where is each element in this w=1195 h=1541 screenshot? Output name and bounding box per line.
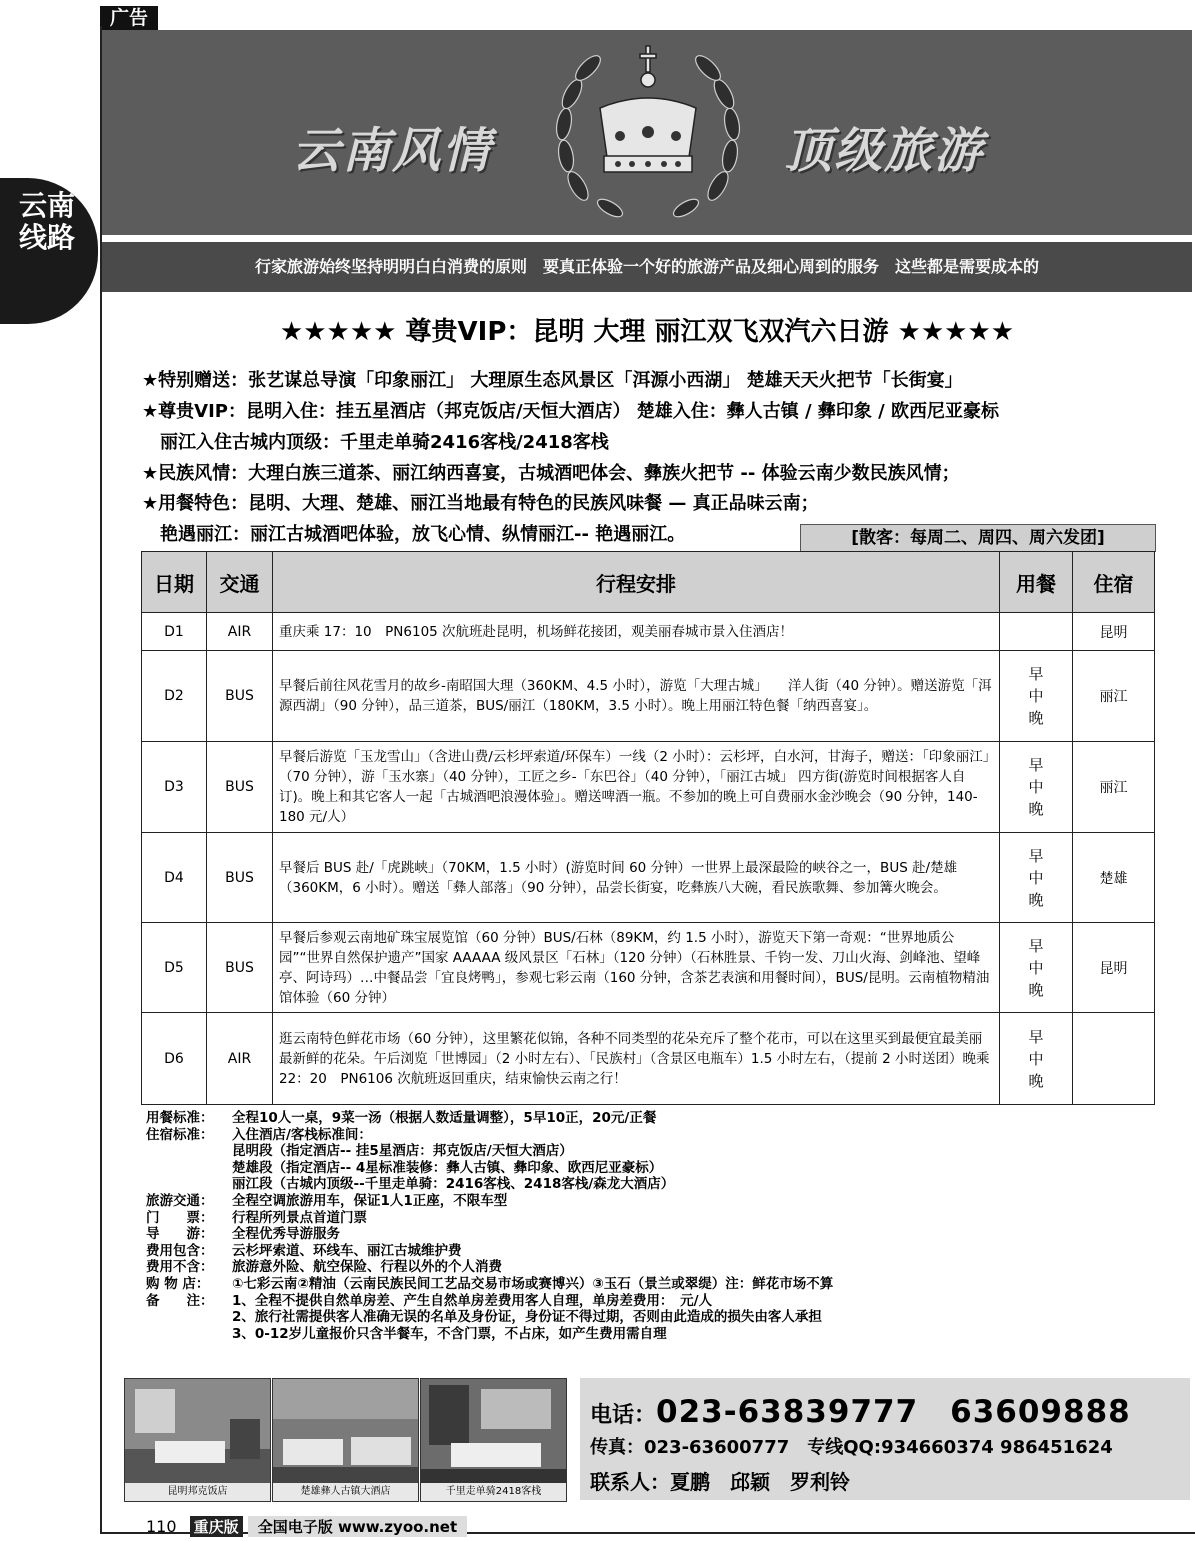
phone-number[interactable]: 023-63839777 63609888 — [656, 1394, 1131, 1430]
table-row — [142, 1013, 1155, 1105]
table-header-row — [142, 552, 1155, 613]
phone-line: 电话：023-63839777 63609888 — [590, 1394, 1131, 1430]
day-cell: D5 — [142, 923, 207, 1013]
highlight-ethnic: ★民族风情：大理白族三道茶、丽江纳西喜宴，古城酒吧体会、彝族火把节 -- 体验云南少数民族风情； — [142, 463, 960, 484]
transport-cell: AIR — [207, 613, 273, 651]
table-row — [142, 923, 1155, 1013]
meals-cell — [1000, 613, 1073, 651]
meals-cell: 早 中 晚 — [1000, 651, 1073, 742]
note-lodging-chuxiong: 楚雄段（指定酒店-- 4星标准装修：彝人古镇、彝印象、欧西尼亚豪标） — [232, 1159, 663, 1176]
note-remark-1: 备 注： 1、全程不提供自然单房差、产生自然单房差费用客人自理，单房差费用： 元/人 — [146, 1292, 713, 1309]
schedule-cell: 早餐后参观云南地矿珠宝展览馆（60 分钟）BUS/石林（89KM，约 1.5 小时），游览天下第一奇观：“世界地质公园”“世界自然保护遗产”国家 AAAAA 级风景区「石林」（120 分钟）（石林胜景、千钧一发、刀山火海、剑峰池、望峰亭、阿诗玛）…中餐品尝「宜良烤鸭」，参观七彩云南（160 分钟，含茶艺表演和用餐时间），BUS/昆明。云南植物精油馆体验（60 分钟） — [273, 923, 1000, 1013]
photo-caption: 昆明邦克饭店 — [125, 1483, 270, 1501]
table-row — [142, 742, 1155, 833]
table-row — [142, 833, 1155, 923]
note-lodging-lijiang: 丽江段（古城内顶级--千里走单骑：2416客栈、2418客栈/森龙大酒店） — [232, 1176, 675, 1193]
highlight-gift: ★特别赠送：张艺谋总导演「印象丽江」 大理原生态风景区「洱源小西湖」 楚雄天天火把节「长街宴」 — [142, 370, 963, 391]
banner-left-text: 云南风情 — [292, 123, 493, 179]
fax-number: 023-63600777 — [644, 1437, 790, 1458]
transport-cell: BUS — [207, 923, 273, 1013]
note-lodging-standard: 住宿标准： 入住酒店/客栈标准间： — [146, 1126, 372, 1143]
header-stay: 住宿 — [1073, 552, 1155, 613]
note-transport: 旅游交通： 全程空调旅游用车，保证1人1正座，不限车型 — [146, 1192, 508, 1209]
note-lodging-kunming: 昆明段（指定酒店-- 挂5星酒店：邦克饭店/天恒大酒店） — [232, 1143, 573, 1160]
note-included: 费用包含： 云杉坪索道、环线车、丽江古城维护费 — [146, 1242, 462, 1259]
slogan-bar: 行家旅游始终坚持明明白白消费的原则 要真正体验一个好的旅游产品及细心周到的服务 这些都是需要成本的 — [102, 242, 1192, 292]
note-shopping: 购 物 店： ①七彩云南②精油（云南民族民间工艺品交易市场或赛博兴）③玉石（景兰或翠缇）注：鲜花市场不算 — [146, 1275, 834, 1292]
day-cell: D4 — [142, 833, 207, 923]
transport-cell: BUS — [207, 651, 273, 742]
table-row — [142, 613, 1155, 651]
day-cell: D3 — [142, 742, 207, 833]
banner-right-text: 顶级旅游 — [784, 123, 985, 179]
terms-notes — [146, 1110, 1146, 1342]
site-banner: 全国电子版 www.zyoo.net — [248, 1516, 467, 1537]
highlight-vip: ★尊贵VIP：昆明入住：挂五星酒店（邦克饭店/天恒大酒店） 楚雄入住：彝人古镇 / 彝印象 / 欧西尼亚豪标 — [142, 401, 1000, 422]
note-remark-3: 3、0-12岁儿童报价只含半餐车，不含门票，不占床，如产生费用需自理 — [232, 1325, 667, 1342]
contact-panel — [580, 1378, 1190, 1500]
highlight-vip-lijiang: 丽江入住古城内顶级：千里走单骑2416客栈/2418客栈 — [142, 432, 609, 453]
page-number: 110 — [146, 1517, 177, 1536]
edition-badge: 重庆版 — [190, 1516, 243, 1537]
crown-laurel-icon — [548, 36, 748, 228]
fax-qq-line: 传真：023-63600777 专线QQ:934660374 986451624 — [590, 1437, 1113, 1458]
meals-cell: 早 中 晚 — [1000, 833, 1073, 923]
stay-cell: 昆明 — [1073, 923, 1155, 1013]
note-excluded: 费用不含： 旅游意外险、航空保险、行程以外的个人消费 — [146, 1259, 502, 1276]
day-cell: D6 — [142, 1013, 207, 1105]
contact-people-line: 联系人：夏鹏 邱颖 罗利铃 — [590, 1470, 850, 1494]
hotel-photo-kunming — [124, 1378, 271, 1502]
hotel-photos — [124, 1378, 566, 1500]
contact-people: 夏鹏 邱颖 罗利铃 — [670, 1470, 850, 1494]
site-url[interactable]: www.zyoo.net — [338, 1518, 458, 1536]
stay-cell: 昆明 — [1073, 613, 1155, 651]
hotel-photo-chuxiong — [272, 1378, 419, 1502]
stay-cell: 楚雄 — [1073, 833, 1155, 923]
note-guide: 导 游： 全程优秀导游服务 — [146, 1226, 340, 1243]
schedule-cell: 重庆乘 17：10 PN6105 次航班赴昆明，机场鲜花接团，观美丽春城市景入住酒店！ — [273, 613, 1000, 651]
note-meal-standard: 用餐标准： 全程10人一桌，9菜一汤（根据人数适量调整），5早10正，20元/正餐 — [146, 1110, 657, 1126]
highlight-lijiang-bar: 艳遇丽江：丽江古城酒吧体验，放飞心情、纵情丽江-- 艳遇丽江。 — [142, 524, 686, 545]
hotel-photo-lijiang — [420, 1378, 567, 1502]
stay-cell — [1073, 1013, 1155, 1105]
highlight-dining: ★用餐特色：昆明、大理、楚雄、丽江当地最有特色的民族风味餐 — 真正品味云南； — [142, 493, 819, 514]
header-transport: 交通 — [207, 552, 273, 613]
schedule-cell: 早餐后前往风花雪月的故乡-南昭国大理（360KM、4.5 小时），游览「大理古城」 洋人街（40 分钟）。赠送游览「洱源西湖」（90 分钟），品三道茶，BUS/丽江（180KM，3.5 小时）。晚上用丽江特色餐「纳西喜宴」。 — [273, 651, 1000, 742]
photo-caption: 千里走单骑2418客栈 — [421, 1483, 566, 1501]
transport-cell: BUS — [207, 833, 273, 923]
tour-title: ★★★★★ 尊贵VIP：昆明 大理 丽江双飞双汽六日游 ★★★★★ — [279, 317, 1015, 347]
meals-cell: 早 中 晚 — [1000, 742, 1073, 833]
meals-cell: 早 中 晚 — [1000, 1013, 1073, 1105]
header-day: 日期 — [142, 552, 207, 613]
side-category-label: 云南线路 — [18, 189, 75, 254]
transport-cell: AIR — [207, 1013, 273, 1105]
page-footer — [146, 1516, 546, 1538]
itinerary-table — [141, 551, 1155, 1105]
meals-cell: 早 中 晚 — [1000, 923, 1073, 1013]
note-remark-2: 2、旅行社需提供客人准确无误的名单及身份证，身份证不得过期，否则由此造成的损失由客人承担 — [232, 1309, 822, 1326]
stay-cell: 丽江 — [1073, 742, 1155, 833]
header-meals: 用餐 — [1000, 552, 1073, 613]
schedule-cell: 逛云南特色鲜花市场（60 分钟），这里繁花似锦，各种不同类型的花朵充斥了整个花市，可以在这里买到最便宜最美丽最新鲜的花朵。午后浏览「世博园」（2 小时左右）、「民族村」（含景区电瓶车）1.5 小时左右，（提前 2 小时送团）晚乘 22：20 PN6106 次航班返回重庆，结束愉快云南之行！ — [273, 1013, 1000, 1105]
ad-tag: 广告 — [100, 6, 158, 31]
schedule-cell: 早餐后游览「玉龙雪山」（含进山费/云杉坪索道/环保车）一线（2 小时）：云杉坪，白水河，甘海子，赠送：「印象丽江」（70 分钟），游「玉水寨」（40 分钟），工匠之乡-「东巴谷」（40 分钟），「丽江古城」 四方街(游览时间根据客人自订)。晚上和其它客人一起「古城酒吧浪漫体验」。赠送啤酒一瓶。不参加的晚上可自费丽水金沙晚会（90 分钟，140-180 元/人） — [273, 742, 1000, 833]
departure-schedule: [散客：每周二、周四、周六发团] — [800, 524, 1156, 552]
day-cell: D1 — [142, 613, 207, 651]
qq-number[interactable]: 934660374 986451624 — [881, 1437, 1113, 1458]
note-tickets: 门 票： 行程所列景点首道门票 — [146, 1209, 367, 1226]
header-schedule: 行程安排 — [273, 552, 1000, 613]
transport-cell: BUS — [207, 742, 273, 833]
schedule-cell: 早餐后 BUS 赴/「虎跳峡」（70KM，1.5 小时）(游览时间 60 分钟）一世界上最深最险的峡谷之一，BUS 赴/楚雄（360KM，6 小时）。赠送「彝人部落」（90 分钟），品尝长街宴，吃彝族八大碗，看民族歌舞、参加篝火晚会。 — [273, 833, 1000, 923]
day-cell: D2 — [142, 651, 207, 742]
photo-caption: 楚雄彝人古镇大酒店 — [273, 1483, 418, 1501]
table-row — [142, 651, 1155, 742]
stay-cell: 丽江 — [1073, 651, 1155, 742]
